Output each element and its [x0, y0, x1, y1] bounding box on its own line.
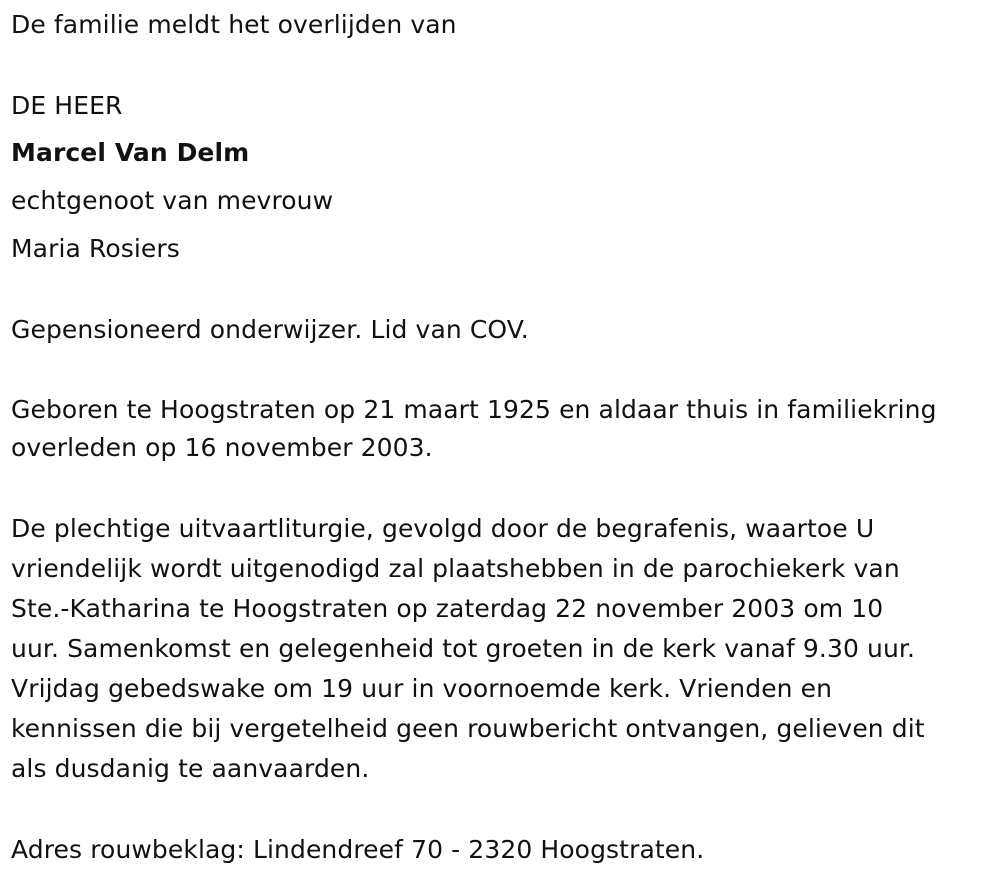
funeral-line-4: uur. Samenkomst en gelegenheid tot groeten in de kerk vanaf 9.30 uur.	[11, 634, 916, 663]
intro-text: De familie meldt het overlijden van	[11, 10, 457, 39]
profession-text: Gepensioneerd onderwijzer. Lid van COV.	[11, 315, 529, 344]
spouse-name: Maria Rosiers	[11, 234, 180, 263]
funeral-line-3: Ste.-Katharina te Hoogstraten op zaterdag 22 november 2003 om 10	[11, 594, 884, 623]
funeral-line-1: De plechtige uitvaartliturgie, gevolgd door de begrafenis, waartoe U	[11, 514, 875, 543]
condolence-address: Adres rouwbeklag: Lindendreef 70 - 2320 Hoogstraten.	[11, 835, 705, 864]
birth-death-line-1: Geboren te Hoogstraten op 21 maart 1925 en aldaar thuis in familiekring	[11, 395, 937, 424]
birth-death-line-2: overleden op 16 november 2003.	[11, 433, 433, 462]
spouse-intro-text: echtgenoot van mevrouw	[11, 186, 334, 215]
funeral-line-5: Vrijdag gebedswake om 19 uur in voornoemde kerk. Vrienden en	[11, 674, 833, 703]
funeral-line-2: vriendelijk wordt uitgenodigd zal plaatshebben in de parochiekerk van	[11, 554, 900, 583]
funeral-line-6: kennissen die bij vergetelheid geen rouwbericht ontvangen, gelieven dit	[11, 714, 925, 743]
deceased-name: Marcel Van Delm	[11, 138, 250, 167]
title-text: DE HEER	[11, 91, 123, 120]
funeral-line-7: als dusdanig te aanvaarden.	[11, 754, 370, 783]
